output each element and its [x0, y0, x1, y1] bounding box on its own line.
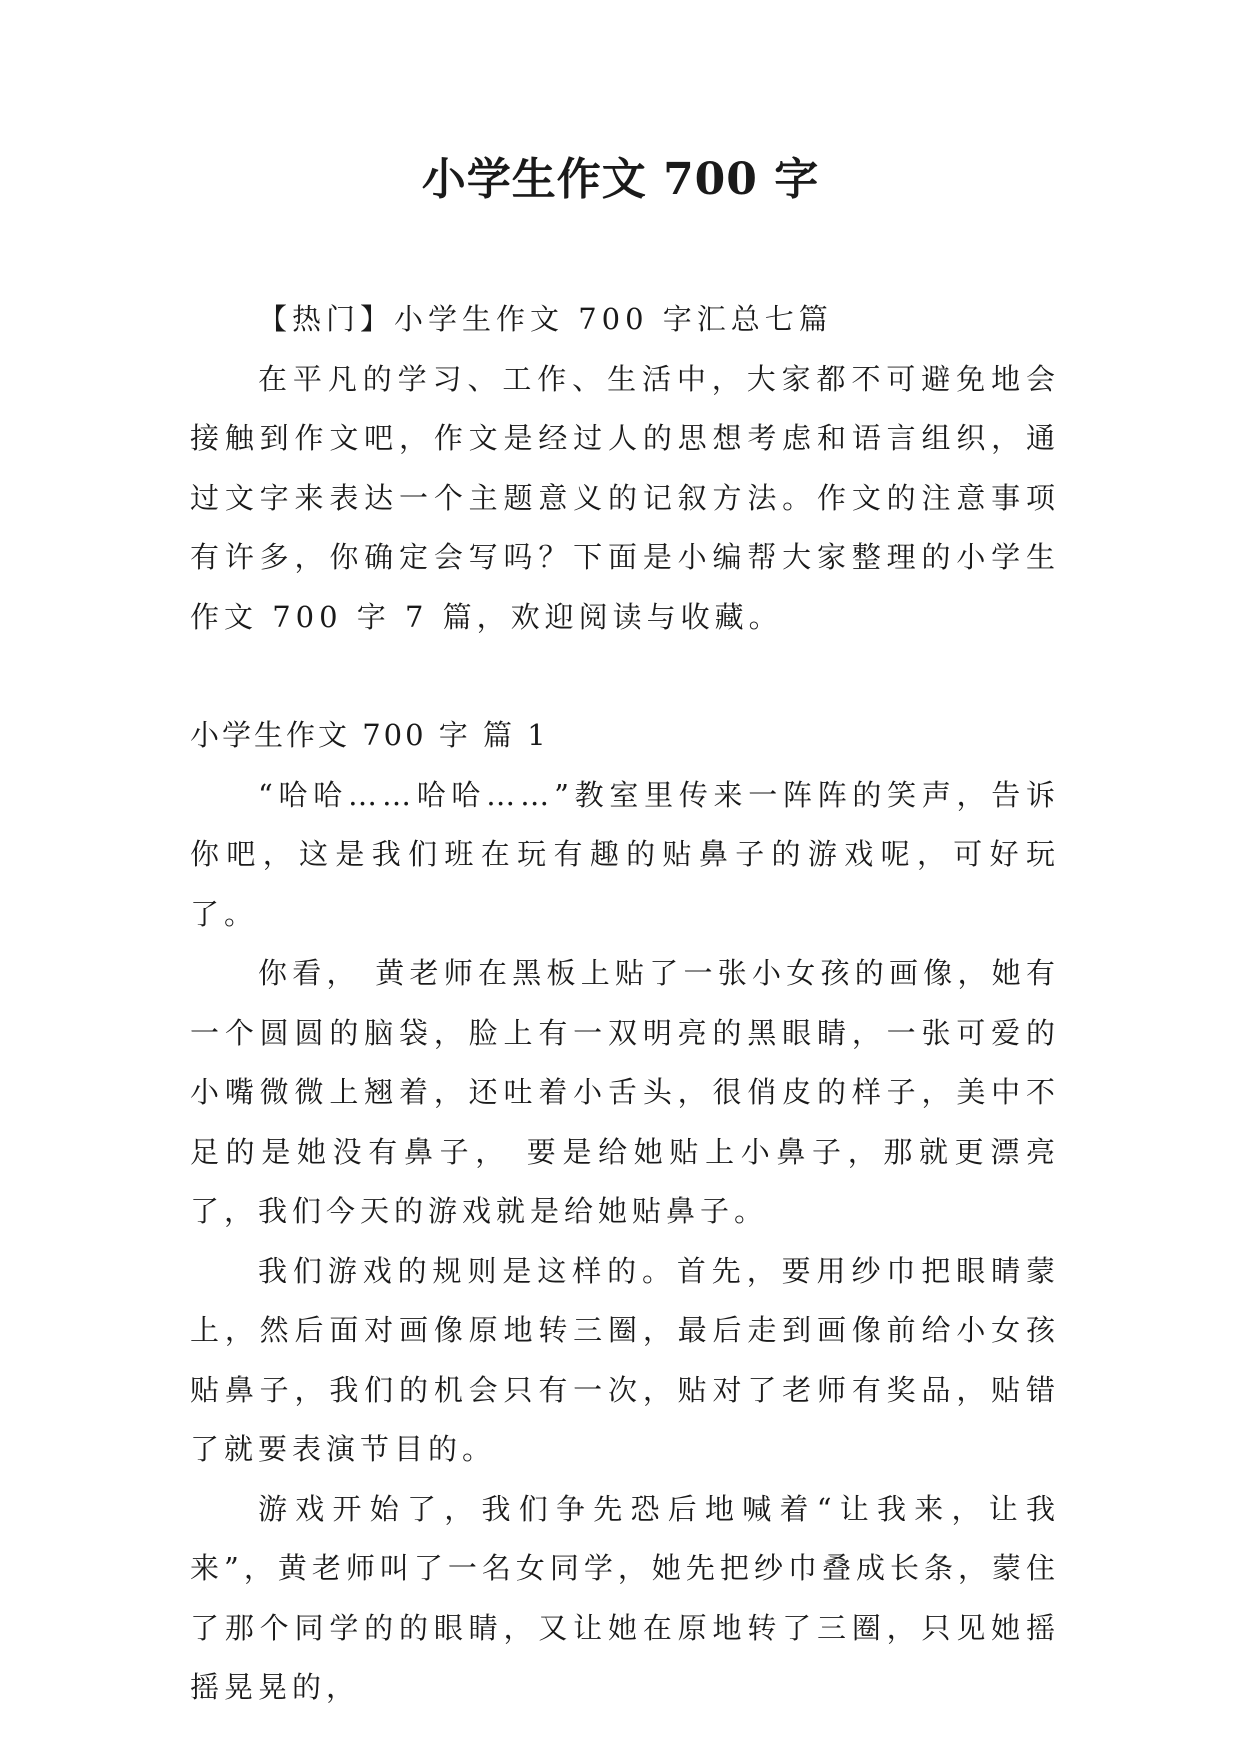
- essay-paragraph: 你看， 黄老师在黑板上贴了一张小女孩的画像，她有一个圆圆的脑袋，脸上有一双明亮的黑眼睛，一张可爱的小嘴微微上翘着，还吐着小舌头，很俏皮的样子，美中不足的是她没有鼻子， 要是给她贴上小鼻子，那就更漂亮了，我们今天的游戏就是给她贴鼻子。: [190, 956, 1060, 1228]
- essay-paragraph: “哈哈……哈哈……”教室里传来一阵阵的笑声，告诉你吧，这是我们班在玩有趣的贴鼻子的游戏呢，可好玩了。: [190, 777, 1060, 931]
- document-body: [190, 290, 1060, 1718]
- document-title: 小学生作文 700 字: [421, 154, 820, 205]
- essay-paragraph: 游戏开始了，我们争先恐后地喊着“让我来，让我来”，黄老师叫了一名女同学，她先把纱巾叠成长条，蒙住了那个同学的的眼睛，又让她在原地转了三圈，只见她摇摇晃晃的，: [190, 1491, 1060, 1704]
- essay-paragraph: 我们游戏的规则是这样的。首先，要用纱巾把眼睛蒙上，然后面对画像原地转三圈，最后走到画像前给小女孩贴鼻子，我们的机会只有一次，贴对了老师有奖品，贴错了就要表演节目的。: [190, 1253, 1060, 1466]
- section-heading: 小学生作文 700 字 篇 1: [190, 718, 549, 752]
- intro-paragraph: 在平凡的学习、工作、生活中，大家都不可避免地会接触到作文吧，作文是经过人的思想考虑和语言组织，通过文字来表达一个主题意义的记叙方法。作文的注意事项有许多，你确定会写吗？下面是小编帮大家整理的小学生作文 700 字 7 篇，欢迎阅读与收藏。: [190, 361, 1060, 634]
- document-subtitle: 【热门】小学生作文 700 字汇总七篇: [258, 302, 833, 336]
